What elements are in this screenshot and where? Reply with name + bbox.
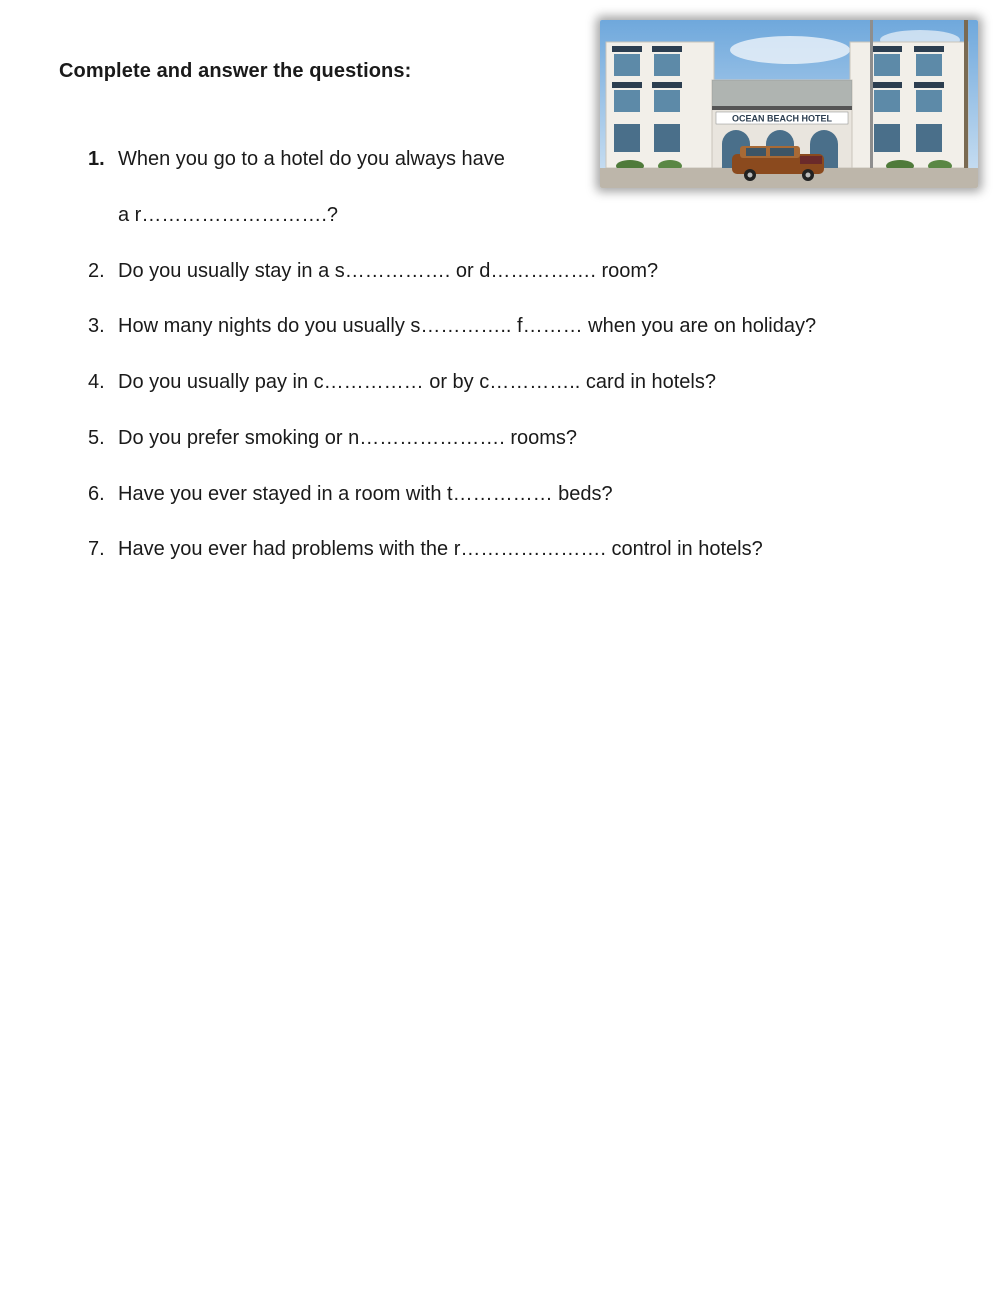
hotel-photo	[600, 20, 978, 188]
question-number: 7.	[88, 538, 105, 560]
question-1-continuation: a r……………………….?	[118, 204, 339, 226]
hotel-sign-text: OCEAN BEACH HOTEL	[731, 113, 833, 124]
question-text: When you go to a hotel do you always have	[118, 148, 505, 170]
question-number: 4.	[88, 371, 105, 393]
question-text: Do you usually stay in a s……………. or d……………. room?	[118, 260, 659, 282]
question-number: 6.	[88, 483, 105, 505]
question-number: 1.	[88, 148, 105, 170]
worksheet-title: Complete and answer the questions:	[59, 60, 412, 82]
question-text: How many nights do you usually s………….. f……… when you are on holiday?	[118, 315, 817, 337]
question-5	[88, 425, 577, 451]
question-text: Have you ever had problems with the r…………………. control in hotels?	[118, 538, 763, 560]
question-4	[88, 369, 716, 395]
question-number: 5.	[88, 427, 105, 449]
question-2	[88, 258, 658, 284]
question-text: Have you ever stayed in a room with t…………… beds?	[118, 483, 613, 505]
question-6	[88, 481, 613, 507]
question-7	[88, 536, 763, 562]
question-number: 2.	[88, 260, 105, 282]
question-text: Do you prefer smoking or n…………………. rooms?	[118, 427, 578, 449]
question-1	[88, 146, 505, 172]
question-number: 3.	[88, 315, 105, 337]
question-3	[88, 313, 816, 339]
question-text: Do you usually pay in c…………… or by c………….. card in hotels?	[118, 371, 716, 393]
